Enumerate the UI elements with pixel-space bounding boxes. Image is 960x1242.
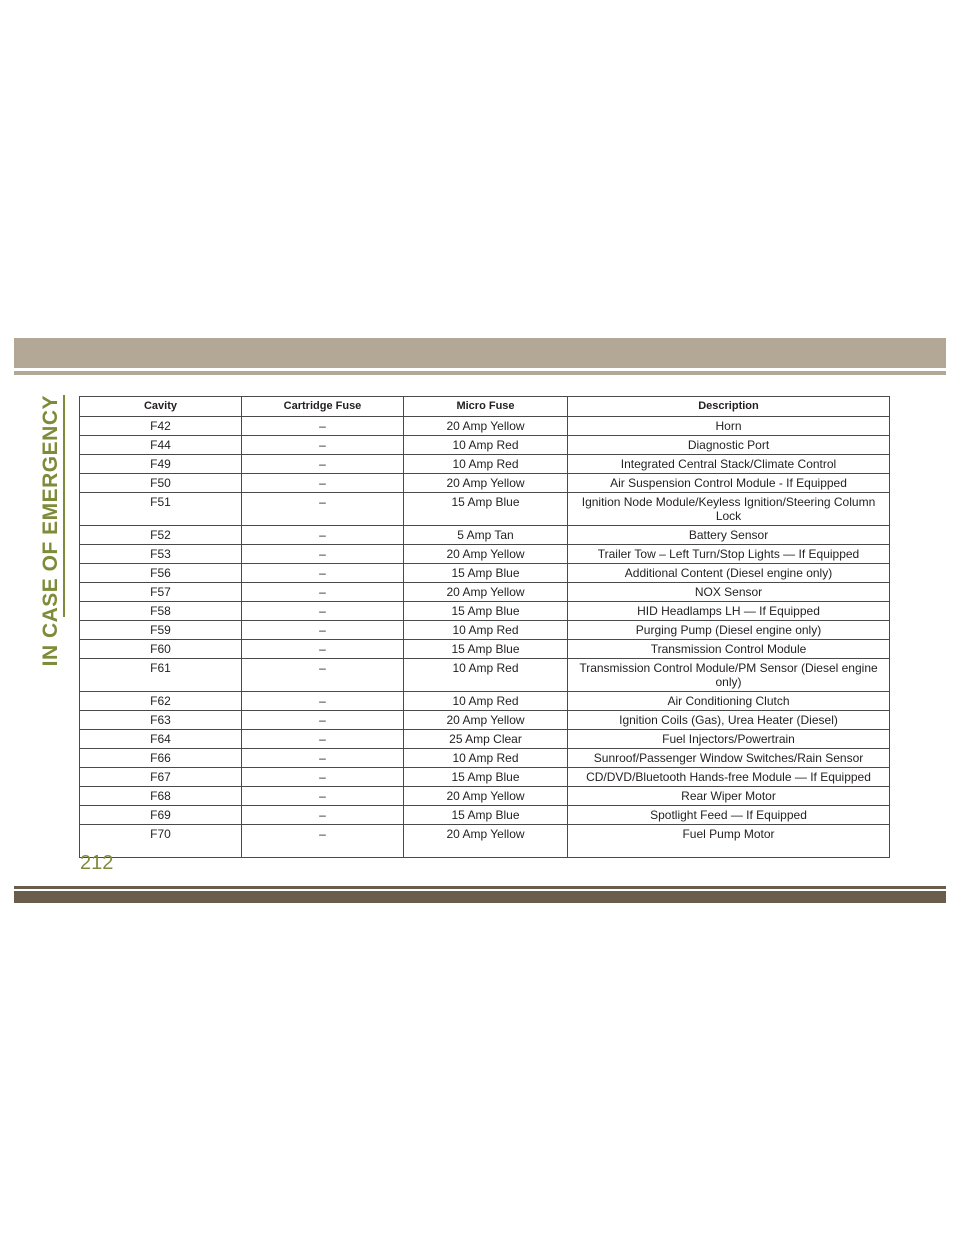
table-row <box>80 417 890 436</box>
cell-cavity: F56 <box>80 564 242 583</box>
table-row <box>80 621 890 640</box>
table-row <box>80 806 890 825</box>
cell-cavity: F57 <box>80 583 242 602</box>
table-row <box>80 711 890 730</box>
cell-micro-fuse: 20 Amp Yellow <box>404 787 568 806</box>
cell-cavity: F62 <box>80 692 242 711</box>
cell-cartridge-fuse: – <box>242 806 404 825</box>
cell-cartridge-fuse: – <box>242 692 404 711</box>
cell-cavity: F53 <box>80 545 242 564</box>
header-description: Description <box>568 397 890 417</box>
cell-micro-fuse: 10 Amp Red <box>404 455 568 474</box>
footer-band <box>14 891 946 903</box>
cell-cartridge-fuse: – <box>242 825 404 858</box>
cell-micro-fuse: 25 Amp Clear <box>404 730 568 749</box>
cell-cavity: F50 <box>80 474 242 493</box>
cell-description: Air Suspension Control Module - If Equipped <box>568 474 890 493</box>
section-title-rule <box>63 395 65 617</box>
cell-description: Battery Sensor <box>568 526 890 545</box>
cell-description: Purging Pump (Diesel engine only) <box>568 621 890 640</box>
cell-micro-fuse: 10 Amp Red <box>404 692 568 711</box>
table-row <box>80 564 890 583</box>
cell-micro-fuse: 15 Amp Blue <box>404 768 568 787</box>
cell-description: Fuel Pump Motor <box>568 825 890 858</box>
header-cartridge-fuse: Cartridge Fuse <box>242 397 404 417</box>
cell-micro-fuse: 15 Amp Blue <box>404 493 568 526</box>
cell-cavity: F68 <box>80 787 242 806</box>
cell-cartridge-fuse: – <box>242 526 404 545</box>
cell-cartridge-fuse: – <box>242 768 404 787</box>
table-row <box>80 436 890 455</box>
table-row <box>80 768 890 787</box>
cell-description: HID Headlamps LH — If Equipped <box>568 602 890 621</box>
cell-description: Transmission Control Module/PM Sensor (Diesel engine only) <box>568 659 890 692</box>
cell-description: NOX Sensor <box>568 583 890 602</box>
cell-cartridge-fuse: – <box>242 417 404 436</box>
table-row <box>80 749 890 768</box>
cell-cavity: F60 <box>80 640 242 659</box>
fuse-table <box>79 396 890 858</box>
cell-description: Transmission Control Module <box>568 640 890 659</box>
cell-description: Fuel Injectors/Powertrain <box>568 730 890 749</box>
table-row <box>80 730 890 749</box>
cell-micro-fuse: 5 Amp Tan <box>404 526 568 545</box>
cell-cartridge-fuse: – <box>242 455 404 474</box>
cell-micro-fuse: 20 Amp Yellow <box>404 474 568 493</box>
cell-micro-fuse: 15 Amp Blue <box>404 806 568 825</box>
cell-cartridge-fuse: – <box>242 749 404 768</box>
cell-description: Diagnostic Port <box>568 436 890 455</box>
cell-cavity: F61 <box>80 659 242 692</box>
cell-cartridge-fuse: – <box>242 621 404 640</box>
cell-cartridge-fuse: – <box>242 730 404 749</box>
table-row <box>80 692 890 711</box>
cell-description: Integrated Central Stack/Climate Control <box>568 455 890 474</box>
cell-cartridge-fuse: – <box>242 474 404 493</box>
cell-cartridge-fuse: – <box>242 659 404 692</box>
table-row <box>80 602 890 621</box>
cell-description: Sunroof/Passenger Window Switches/Rain Sensor <box>568 749 890 768</box>
cell-cartridge-fuse: – <box>242 493 404 526</box>
cell-micro-fuse: 15 Amp Blue <box>404 564 568 583</box>
table-header-row <box>80 397 890 417</box>
cell-cartridge-fuse: – <box>242 640 404 659</box>
cell-cavity: F49 <box>80 455 242 474</box>
cell-micro-fuse: 20 Amp Yellow <box>404 583 568 602</box>
cell-description: Spotlight Feed — If Equipped <box>568 806 890 825</box>
footer-rule <box>14 886 946 889</box>
cell-cavity: F67 <box>80 768 242 787</box>
cell-cavity: F70 <box>80 825 242 858</box>
table-row <box>80 583 890 602</box>
cell-cavity: F58 <box>80 602 242 621</box>
header-rule <box>14 371 946 375</box>
table-row <box>80 474 890 493</box>
cell-micro-fuse: 20 Amp Yellow <box>404 417 568 436</box>
cell-cartridge-fuse: – <box>242 564 404 583</box>
table-row <box>80 787 890 806</box>
cell-micro-fuse: 20 Amp Yellow <box>404 545 568 564</box>
cell-cartridge-fuse: – <box>242 436 404 455</box>
cell-description: CD/DVD/Bluetooth Hands-free Module — If Equipped <box>568 768 890 787</box>
table-row <box>80 526 890 545</box>
cell-description: Trailer Tow – Left Turn/Stop Lights — If Equipped <box>568 545 890 564</box>
cell-description: Horn <box>568 417 890 436</box>
cell-micro-fuse: 20 Amp Yellow <box>404 711 568 730</box>
header-band <box>14 338 946 368</box>
cell-cavity: F63 <box>80 711 242 730</box>
cell-cavity: F69 <box>80 806 242 825</box>
page-number: 212 <box>80 852 114 874</box>
cell-cartridge-fuse: – <box>242 583 404 602</box>
cell-micro-fuse: 15 Amp Blue <box>404 602 568 621</box>
table-row <box>80 640 890 659</box>
header-micro-fuse: Micro Fuse <box>404 397 568 417</box>
cell-cavity: F59 <box>80 621 242 640</box>
header-cavity: Cavity <box>80 397 242 417</box>
cell-micro-fuse: 10 Amp Red <box>404 436 568 455</box>
cell-cavity: F66 <box>80 749 242 768</box>
cell-micro-fuse: 10 Amp Red <box>404 749 568 768</box>
cell-cartridge-fuse: – <box>242 545 404 564</box>
cell-cavity: F42 <box>80 417 242 436</box>
cell-description: Ignition Coils (Gas), Urea Heater (Diesel) <box>568 711 890 730</box>
cell-cavity: F51 <box>80 493 242 526</box>
table-row <box>80 493 890 526</box>
cell-description: Ignition Node Module/Keyless Ignition/Steering Column Lock <box>568 493 890 526</box>
cell-micro-fuse: 20 Amp Yellow <box>404 825 568 858</box>
cell-description: Air Conditioning Clutch <box>568 692 890 711</box>
cell-micro-fuse: 15 Amp Blue <box>404 640 568 659</box>
cell-description: Rear Wiper Motor <box>568 787 890 806</box>
section-title: IN CASE OF EMERGENCY <box>39 395 62 667</box>
cell-description: Additional Content (Diesel engine only) <box>568 564 890 583</box>
cell-cavity: F52 <box>80 526 242 545</box>
cell-micro-fuse: 10 Amp Red <box>404 621 568 640</box>
cell-cartridge-fuse: – <box>242 711 404 730</box>
cell-cavity: F64 <box>80 730 242 749</box>
table-row <box>80 545 890 564</box>
cell-cartridge-fuse: – <box>242 602 404 621</box>
cell-cavity: F44 <box>80 436 242 455</box>
table-row <box>80 455 890 474</box>
table-row <box>80 825 890 858</box>
table-row <box>80 659 890 692</box>
cell-cartridge-fuse: – <box>242 787 404 806</box>
cell-micro-fuse: 10 Amp Red <box>404 659 568 692</box>
